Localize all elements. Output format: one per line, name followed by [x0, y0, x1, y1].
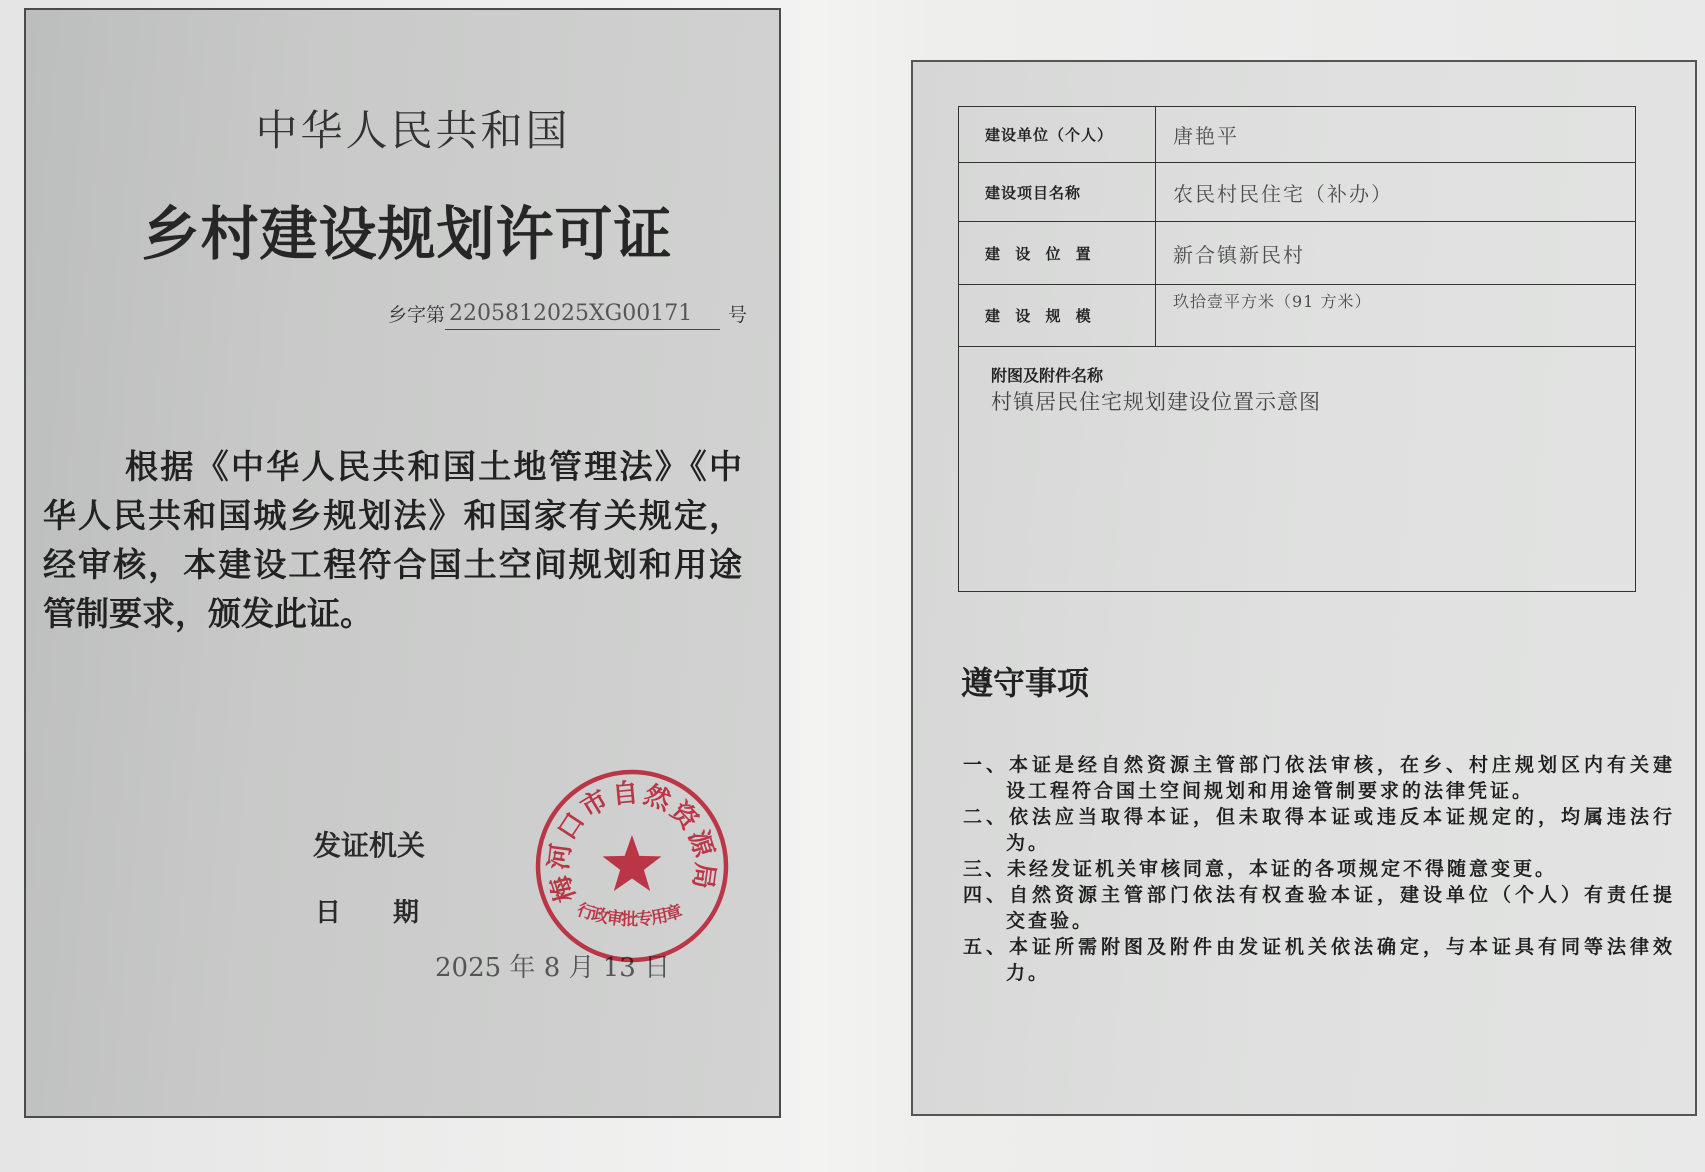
rule-item: [963, 882, 1675, 934]
rule-line: 为。: [1006, 832, 1051, 854]
table-row: [959, 222, 1635, 285]
date-label: 日 期: [315, 898, 420, 928]
table-row: [959, 107, 1635, 163]
attachments-label: 附图及附件名称: [991, 366, 1104, 385]
rule-line: 交查验。: [1006, 910, 1095, 932]
rule-item: [963, 856, 1675, 882]
attachments-cell: [959, 347, 1635, 417]
row-label: 建设单位（个人）: [959, 107, 1156, 162]
row-label: 建 设 位 置: [959, 222, 1156, 284]
country-name: 中华人民共和国: [255, 106, 571, 155]
table-row: [959, 163, 1635, 222]
permit-number-suffix: 号: [728, 304, 748, 326]
issue-date: 2025 年 8 月 13 日: [435, 953, 671, 983]
project-info-table: [958, 106, 1636, 592]
rules-list: [963, 752, 1675, 986]
rule-line: 二、依法应当取得本证，但未取得本证或违反本证规定的，均属违法行: [963, 806, 1675, 828]
permit-inner-page: [911, 60, 1697, 1116]
rule-line: 三、未经发证机关审核同意，本证的各项规定不得随意变更。: [963, 858, 1558, 880]
statement-line: 管制要求，颁发此证。: [43, 594, 373, 633]
table-row: [959, 285, 1635, 347]
seal-star-icon: [603, 835, 662, 891]
rule-line: 一、本证是经自然资源主管部门依法审核，在乡、村庄规划区内有关建: [963, 754, 1675, 776]
rule-line: 力。: [1006, 962, 1051, 984]
row-value: 新合镇新民村: [1173, 242, 1305, 267]
rule-line: 设工程符合国土空间规划和用途管制要求的法律凭证。: [1006, 780, 1535, 802]
row-label: 建 设 规 模: [959, 285, 1156, 346]
rule-item: [963, 804, 1675, 856]
issuer-label: 发证机关: [313, 829, 426, 862]
attachments-value: 村镇居民住宅规划建设位置示意图: [991, 390, 1321, 414]
permit-number: 2205812025XG00171: [445, 299, 720, 330]
official-seal: [532, 766, 732, 966]
rules-title: 遵守事项: [961, 664, 1090, 702]
permit-statement: [43, 442, 742, 638]
row-value: 唐艳平: [1173, 124, 1239, 148]
permit-number-row: [388, 288, 747, 330]
permit-title: 乡村建设规划许可证: [141, 200, 673, 268]
rule-line: 五、本证所需附图及附件由发证机关依法确定，与本证具有同等法律效: [963, 936, 1675, 958]
statement-line: 经审核，本建设工程符合国土空间规划和用途: [43, 545, 742, 584]
rule-line: 四、自然资源主管部门依法有权查验本证，建设单位（个人）有责任提: [963, 884, 1675, 906]
seal-purpose: 行政审批专用章: [574, 900, 686, 931]
row-value: 农民村民住宅（补办）: [1173, 181, 1393, 206]
permit-number-prefix: 乡字第: [388, 304, 446, 326]
row-label: 建设项目名称: [959, 163, 1156, 221]
row-value: 玖拾壹平方米（91 方米）: [1173, 292, 1372, 311]
permit-front-page: [24, 8, 781, 1118]
seal-organization: 梅河口市自然资源局: [544, 778, 720, 906]
rule-item: [963, 934, 1675, 986]
statement-line: 根据《中华人民共和国土地管理法》《中: [125, 447, 742, 486]
rule-item: [963, 752, 1675, 804]
statement-line: 华人民共和国城乡规划法》和国家有关规定，: [43, 496, 742, 535]
